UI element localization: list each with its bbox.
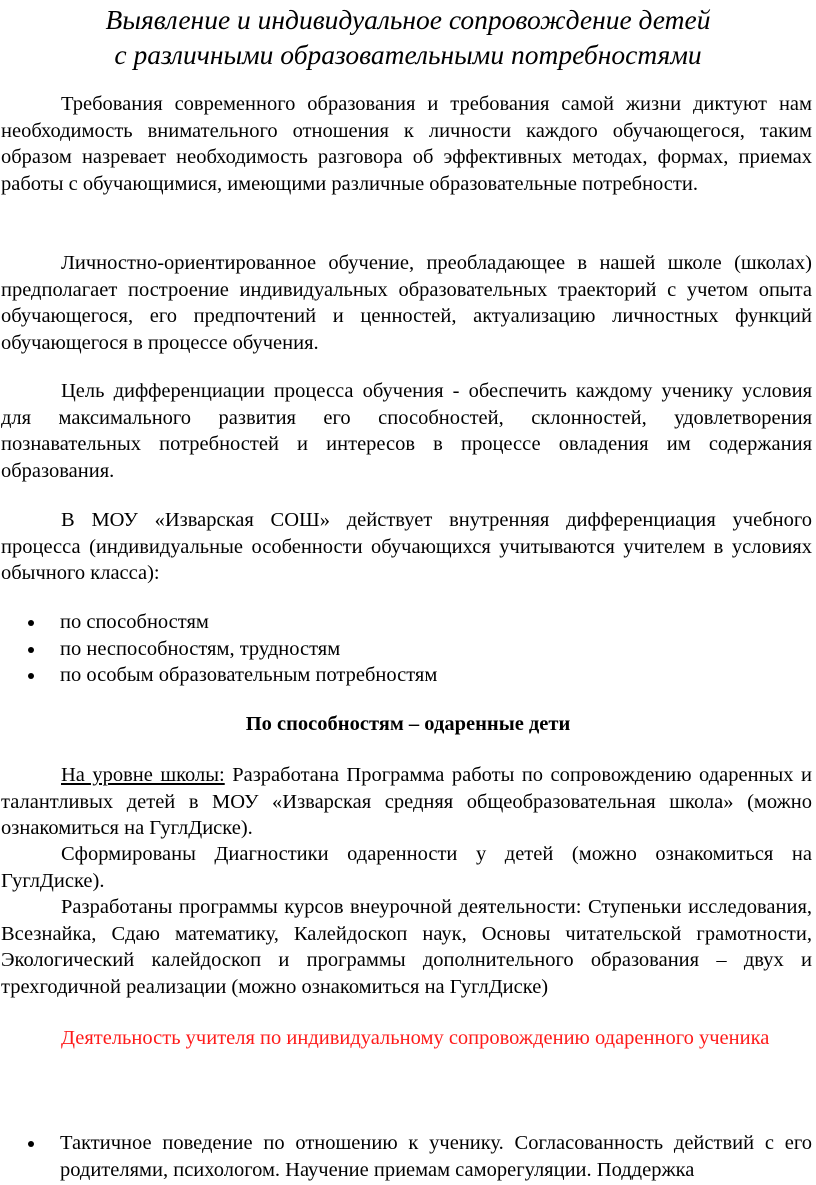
bullet-icon bbox=[28, 673, 34, 679]
paragraph-school-differentiation: В МОУ «Изварская СОШ» действует внутренняя дифференциация учебного процесса (индивидуальные особенности обучающихся учитываются учителем в условиях обычного класса): bbox=[1, 509, 812, 584]
section-heading: По способностям – одаренные дети bbox=[245, 713, 571, 735]
title-line-2: с различными образовательными потребностями bbox=[114, 39, 702, 70]
list-item bbox=[0, 609, 812, 636]
school-level-label: На уровне школы: bbox=[61, 764, 225, 786]
school-level-text: Разработана Программа работы по сопровождению одаренных и талантливых детей в МОУ «Изварская средняя общеобразовательная школа» (можно ознакомиться на ГуглДиске). bbox=[1, 764, 812, 839]
bullet-icon bbox=[28, 1141, 34, 1147]
red-heading: Деятельность учителя по индивидуальному сопровождению одаренного ученика bbox=[61, 1027, 770, 1049]
paragraph-programs: Разработаны программы курсов внеурочной деятельности: Ступеньки исследования, Всезнайка, Сдаю математику, Калейдоскоп наук, Основы читательской грамотности, Экологический калейдоскоп и программы дополнительного образования – двух и трехгодичной реализации (можно ознакомиться на ГуглДиске) bbox=[1, 896, 812, 998]
paragraph-diagnostics: Сформированы Диагностики одаренности у детей (можно ознакомиться на ГуглДиске). bbox=[1, 843, 812, 892]
bullet-icon bbox=[28, 647, 34, 653]
list-item-text: по неспособностям, трудностям bbox=[60, 637, 341, 660]
list-item bbox=[0, 662, 812, 689]
list-item bbox=[0, 636, 812, 663]
paragraph-requirements: Требования современного образования и требования самой жизни диктуют нам необходимость внимательного отношения к личности каждого обучающегося, таким образом назревает необходимость разговора об эффективных методах, формах, приемах работы с обучающимися, имеющими различные образовательные потребности. bbox=[1, 93, 812, 195]
bullet-icon bbox=[28, 620, 34, 626]
title-line-1: Выявление и индивидуальное сопровождение детей bbox=[105, 4, 711, 35]
teacher-activity-list bbox=[0, 1130, 812, 1183]
paragraph-personal-learning: Личностно-ориентированное обучение, преобладающее в нашей школе (школах) предполагает построение индивидуальных образовательных траекторий с учетом опыта обучающегося, его предпочтений и ценностей, актуализацию личностных функций обучающегося в процессе обучения. bbox=[1, 252, 812, 354]
document-title bbox=[0, 2, 816, 72]
list-item-text: по способностям bbox=[60, 611, 209, 633]
paragraph-differentiation-goal: Цель дифференциации процесса обучения - обеспечить каждому ученику условия для максимального развития его способностей, склонностей, удовлетворения познавательных потребностей и интересов в процессе овладения им содержания образования. bbox=[1, 380, 812, 482]
list-item bbox=[0, 1130, 812, 1183]
list-item-text: Тактичное поведение по отношению к ученику. Согласованность действий с его родителями, психологом. Научение приемам саморегуляции. Поддержка bbox=[60, 1132, 812, 1181]
list-item-text: по особым образовательным потребностям bbox=[60, 664, 438, 686]
paragraph-school-level bbox=[1, 762, 812, 842]
differentiation-list bbox=[0, 609, 812, 689]
